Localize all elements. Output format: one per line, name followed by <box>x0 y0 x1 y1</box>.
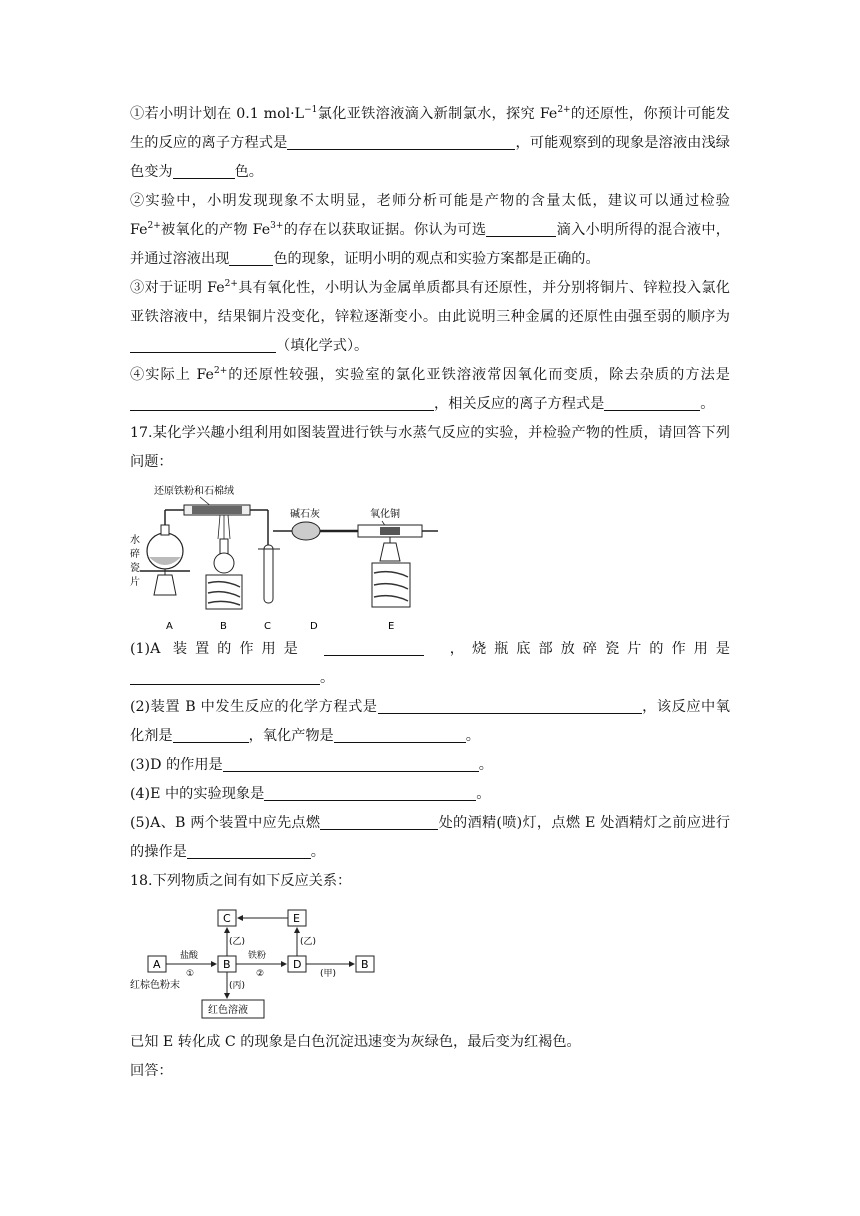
q17-sub-2: (2)装置 B 中发生反应的化学方程式是 ，该反应中氧化剂是 ，氧化产物是 。 <box>130 699 730 744</box>
label-water: 水 <box>130 535 140 546</box>
letter-e: E <box>388 621 395 632</box>
label-hydrochloric-acid: 盐酸 <box>180 951 199 961</box>
node-b2: B <box>361 958 369 971</box>
answer-blank[interactable] <box>264 784 476 801</box>
answer-blank[interactable] <box>130 336 276 353</box>
q17-sub-4: (4)E 中的实验现象是 。 <box>130 786 491 802</box>
answer-blank[interactable] <box>229 249 273 266</box>
q17-apparatus-figure <box>130 483 730 635</box>
q17-stem: 17.某化学兴趣小组利用如图装置进行铁与水蒸气反应的实验，并检验产物的性质，请回答下列问题： <box>130 425 730 470</box>
letter-b: B <box>220 621 227 632</box>
answer-blank[interactable] <box>378 697 642 714</box>
answer-blank[interactable] <box>486 220 556 237</box>
svg-text:瓷: 瓷 <box>130 563 140 574</box>
node-e: E <box>293 912 300 925</box>
answer-blank[interactable] <box>287 133 515 150</box>
label-step-2: ② <box>256 969 265 979</box>
q18-stem: 18.下列物质之间有如下反应关系： <box>130 873 352 889</box>
letter-c: C <box>264 621 271 632</box>
answer-blank[interactable] <box>324 639 424 656</box>
label-copper-oxide: 氧化铜 <box>370 509 400 520</box>
svg-text:碎: 碎 <box>130 549 140 560</box>
q17-sub-5: (5)A、B 两个装置中应先点燃 处的酒精(喷)灯，点燃 E 处酒精灯之前应进行的操作是 。 <box>130 815 731 860</box>
svg-text:片: 片 <box>130 577 140 588</box>
label-soda-lime: 碱石灰 <box>290 509 320 520</box>
reaction-diagram <box>130 904 390 1024</box>
answer-blank[interactable] <box>223 755 479 772</box>
answer-blank[interactable] <box>604 394 700 411</box>
label-red-brown-powder: 红棕色粉末 <box>130 980 180 991</box>
node-c: C <box>223 912 231 925</box>
q18-note: 已知 E 转化成 C 的现象是白色沉淀迅速变为灰绿色，最后变为红褐色。 <box>130 1034 581 1050</box>
page <box>130 100 730 1086</box>
label-iron-powder: 还原铁粉和石棉绒 <box>154 486 234 497</box>
node-a: A <box>153 958 161 971</box>
label-iron-powder-2: 铁粉 <box>248 951 267 961</box>
q18-reaction-figure <box>130 904 730 1024</box>
q16-item-2: ②实验中，小明发现现象不太明显，老师分析可能是产物的含量太低，建议可以通过检验 $Fe^{2+}$被氧化的产物 $Fe^{3+}$的存在以获取证据。你认为可选 滴入小明所得的混合液中，并通过溶液出现 色的现象，证明小明的观点和实验方案都是正确的。 <box>130 193 730 267</box>
label-yi-1: (乙) <box>229 937 246 947</box>
answer-blank[interactable] <box>130 668 320 685</box>
q17-sub-1: (1)A 装置的作用是 ，烧瓶底部放碎瓷片的作用是。 <box>130 641 730 686</box>
letter-d: D <box>310 621 318 632</box>
apparatus-diagram <box>130 483 450 635</box>
answer-blank[interactable] <box>173 726 249 743</box>
label-red-solution: 红色溶液 <box>208 1005 248 1016</box>
answer-blank[interactable] <box>334 726 466 743</box>
label-step-1: ① <box>186 969 195 979</box>
q17-sub-3: (3)D 的作用是 。 <box>130 757 493 773</box>
answer-blank[interactable] <box>320 813 438 830</box>
answer-blank[interactable] <box>187 842 311 859</box>
q16-item-1: ①若小明计划在 0.1 $mol\cdot L^{-1}$氯化亚铁溶液滴入新制氯水，探究 $Fe^{2+}$的还原性，你预计可能发生的反应的离子方程式是 ，可能观察到的现象是溶液由浅绿色变为 色。 <box>130 105 730 180</box>
answer-blank[interactable] <box>130 394 434 411</box>
node-b: B <box>223 958 231 971</box>
label-jia: (甲) <box>320 969 337 979</box>
answer-blank[interactable] <box>173 162 235 179</box>
q18-answer-prompt: 回答： <box>130 1063 173 1079</box>
letter-a: A <box>166 621 173 632</box>
label-yi-2: (乙) <box>300 937 317 947</box>
label-bing: (丙) <box>229 981 246 991</box>
node-d: D <box>293 958 302 971</box>
q16-item-4: ④实际上 $Fe^{2+}$的还原性较强，实验室的氯化亚铁溶液常因氧化而变质，除去杂质的方法是，相关反应的离子方程式是 。 <box>130 366 730 412</box>
q16-item-3: ③对于证明 $Fe^{2+}$具有氧化性，小明认为金属单质都具有还原性，并分别将铜片、锌粒投入氯化亚铁溶液中，结果铜片没变化，锌粒逐渐变小。由此说明三种金属的还原性由强至弱的顺序为（填化学式）。 <box>130 279 730 354</box>
